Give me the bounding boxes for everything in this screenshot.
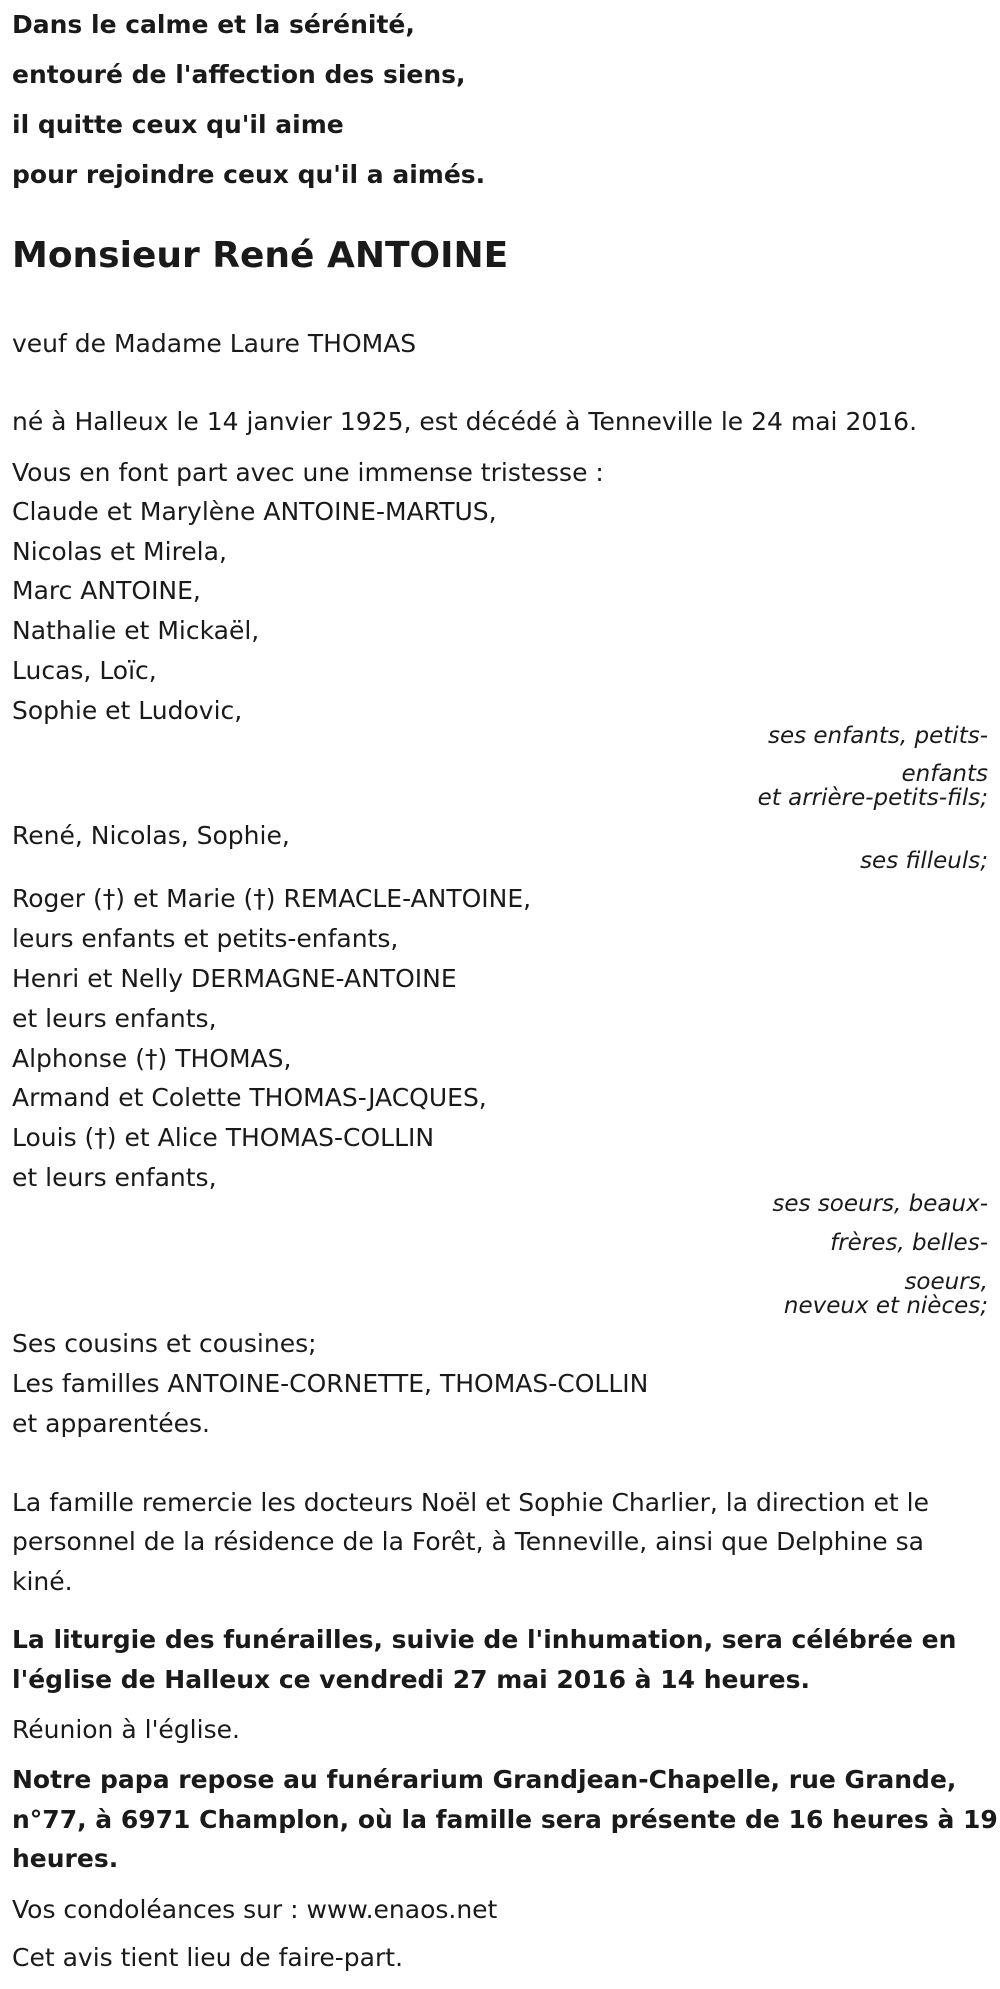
family-line: Louis (†) et Alice THOMAS-COLLIN — [12, 1123, 435, 1152]
thanks-line: La famille remercie les docteurs Noël et Sophie Charlier, la direction et le — [12, 1488, 929, 1517]
family-line: Nathalie et Mickaël, — [12, 616, 260, 645]
relation-line: enfants — [901, 761, 988, 787]
family-line: et leurs enfants, — [12, 1163, 217, 1192]
family-line: René, Nicolas, Sophie, — [12, 821, 290, 850]
widower-of: veuf de Madame Laure THOMAS — [12, 329, 417, 358]
family-line: Claude et Marylène ANTOINE-MARTUS, — [12, 497, 497, 526]
closing-note: Cet avis tient lieu de faire-part. — [12, 1943, 404, 1972]
intro-line: il quitte ceux qu'il aime — [12, 110, 344, 139]
funeral-home-line: n°77, à 6971 Champlon, où la famille sera présente de 16 heures à 19 — [12, 1805, 998, 1834]
family-line: Armand et Colette THOMAS-JACQUES, — [12, 1083, 487, 1112]
family-line: et apparentées. — [12, 1409, 210, 1438]
liturgy-line: La liturgie des funérailles, suivie de l'inhumation, sera célébrée en — [12, 1625, 957, 1654]
relation-line: neveux et nièces; — [783, 1293, 988, 1319]
relation-line: ses soeurs, beaux- — [772, 1191, 988, 1217]
intro-line: entouré de l'affection des siens, — [12, 60, 466, 89]
thanks-line: personnel de la résidence de la Forêt, à Tenneville, ainsi que Delphine sa — [12, 1527, 924, 1556]
announcement: Vous en font part avec une immense tristesse : — [12, 458, 604, 487]
relation-line: et arrière-petits-fils; — [757, 785, 988, 811]
condolences-info: Vos condoléances sur : www.enaos.net — [12, 1895, 498, 1924]
funeral-home-line: Notre papa repose au funérarium Grandjean-Chapelle, rue Grande, — [12, 1765, 957, 1794]
family-line: Les familles ANTOINE-CORNETTE, THOMAS-COLLIN — [12, 1369, 649, 1398]
family-line: et leurs enfants, — [12, 1004, 217, 1033]
intro-line: pour rejoindre ceux qu'il a aimés. — [12, 160, 486, 189]
funeral-home-line: heures. — [12, 1844, 119, 1873]
relation-line: soeurs, — [904, 1269, 988, 1295]
meeting-info: Réunion à l'église. — [12, 1715, 240, 1744]
family-line: Roger (†) et Marie (†) REMACLE-ANTOINE, — [12, 884, 532, 913]
relation-line: ses filleuls; — [860, 848, 988, 874]
family-line: Lucas, Loïc, — [12, 656, 157, 685]
deceased-name: Monsieur René ANTOINE — [12, 235, 509, 276]
birth-death: né à Halleux le 14 janvier 1925, est décédé à Tenneville le 24 mai 2016. — [12, 407, 918, 436]
relation-line: ses enfants, petits- — [767, 723, 988, 749]
family-line: Henri et Nelly DERMAGNE-ANTOINE — [12, 964, 457, 993]
family-line: leurs enfants et petits-enfants, — [12, 924, 399, 953]
family-line: Nicolas et Mirela, — [12, 537, 227, 566]
relation-line: frères, belles- — [830, 1230, 988, 1256]
family-line: Marc ANTOINE, — [12, 576, 201, 605]
family-line: Alphonse (†) THOMAS, — [12, 1044, 292, 1073]
thanks-line: kiné. — [12, 1567, 73, 1596]
intro-line: Dans le calme et la sérénité, — [12, 10, 415, 39]
family-line: Ses cousins et cousines; — [12, 1329, 317, 1358]
liturgy-line: l'église de Halleux ce vendredi 27 mai 2016 à 14 heures. — [12, 1665, 810, 1694]
family-line: Sophie et Ludovic, — [12, 696, 243, 725]
